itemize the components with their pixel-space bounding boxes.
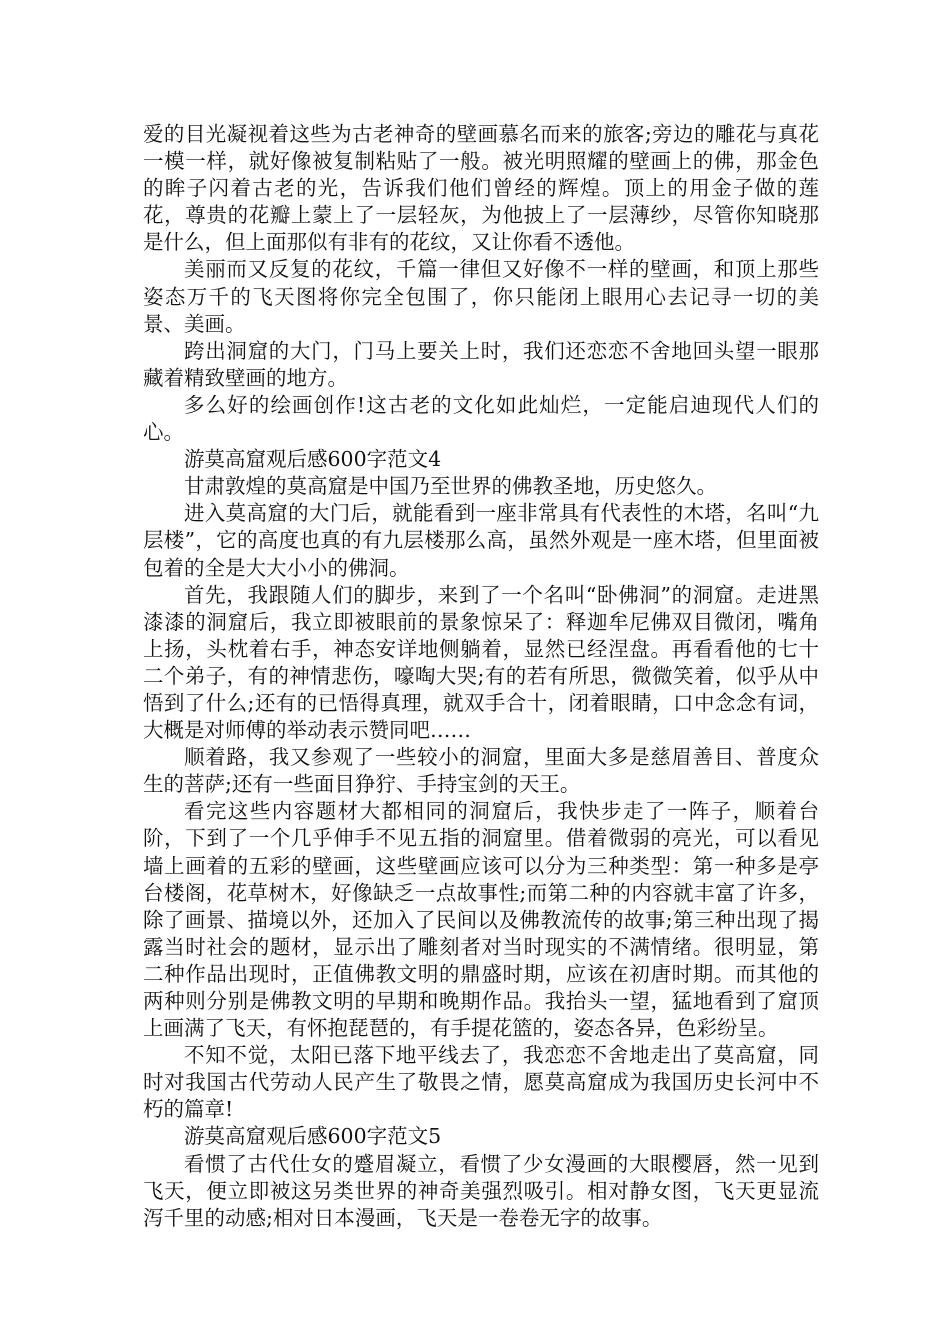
paragraph-1: 爱的目光凝视着这些为古老神奇的壁画慕名而来的旅客;旁边的雕花与真花一模一样，就好像被复制粘贴了一般。被光明照耀的壁画上的佛，那金色的眸子闪着古老的光，告诉我们他们曾经的辉煌。顶上的用金子做的莲花，尊贵的花瓣上蒙上了一层轻灰，为他披上了一层薄纱，尽管你知晓那是什么，但上面那似有非有的花纹，又让你看不透他。 <box>143 122 819 255</box>
paragraph-7: 首先，我跟随人们的脚步，来到了一个名叫“卧佛洞”的洞窟。走进黑漆漆的洞窟后，我立即被眼前的景象惊呆了：释迦牟尼佛双目微闭，嘴角上扬，头枕着右手，神态安详地侧躺着，显然已经涅盘。再看看他的七十二个弟子，有的神情悲伤，嚎啕大哭;有的若有所思，微微笑着，似乎从中悟到了什么;还有的已悟得真理，就双手合十，闭着眼睛，口中念念有词，大概是对师傅的举动表示赞同吧…… <box>143 582 819 743</box>
section-heading-4: 游莫高窟观后感600字范文4 <box>184 447 442 472</box>
paragraph-8: 顺着路，我又参观了一些较小的洞窟，里面大多是慈眉善目、普度众生的菩萨;还有一些面目狰狞、手持宝剑的天王。 <box>143 745 819 797</box>
paragraph-3: 跨出洞窟的大门，门马上要关上时，我们还恋恋不舍地回头望一眼那藏着精致壁画的地方。 <box>143 338 819 390</box>
paragraph-5: 甘肃敦煌的莫高窟是中国乃至世界的佛教圣地，历史悠久。 <box>184 474 717 499</box>
section-heading-5: 游莫高窟观后感600字范文5 <box>184 1124 442 1149</box>
paragraph-11: 看惯了古代仕女的蹙眉凝立，看惯了少女漫画的大眼樱唇，然一见到飞天，便立即被这另类世界的神奇美强烈吸引。相对静女图，飞天更显流泻千里的动感;相对日本漫画，飞天是一卷卷无字的故事。 <box>143 1151 819 1230</box>
paragraph-2: 美丽而又反复的花纹，千篇一律但又好像不一样的壁画，和顶上那些姿态万千的飞天图将你完全包围了，你只能闭上眼用心去记寻一切的美景、美画。 <box>143 257 819 336</box>
paragraph-9: 看完这些内容题材大都相同的洞窟后，我快步走了一阵子，顺着台阶，下到了一个几乎伸手不见五指的洞窟里。借着微弱的亮光，可以看见墙上画着的五彩的壁画，这些壁画应该可以分为三种类型：第一种多是亭台楼阁，花草树木，好像缺乏一点故事性;而第二种的内容就丰富了许多，除了画景、描境以外，还加入了民间以及佛教流传的故事;第三种出现了揭露当时社会的题材，显示出了雕刻者对当时现实的不满情绪。很明显，第二种作品出现时，正值佛教文明的鼎盛时期，应该在初唐时期。而其他的两种则分别是佛教文明的早期和晚期作品。我抬头一望，猛地看到了窟顶上画满了飞天，有怀抱琵琶的，有手提花篮的，姿态各异，色彩纷呈。 <box>143 799 819 1041</box>
paragraph-10: 不知不觉，太阳已落下地平线去了，我恋恋不舍地走出了莫高窟，同时对我国古代劳动人民产生了敬畏之情，愿莫高窟成为我国历史长河中不朽的篇章! <box>143 1043 819 1122</box>
paragraph-6: 进入莫高窟的大门后，就能看到一座非常具有代表性的木塔，名叫“九层楼”，它的高度也真的有九层楼那么高，虽然外观是一座木塔，但里面被包着的全是大大小小的佛洞。 <box>143 501 819 580</box>
paragraph-4: 多么好的绘画创作!这古老的文化如此灿烂，一定能启迪现代人们的心。 <box>143 392 819 445</box>
document-page <box>143 121 819 1232</box>
